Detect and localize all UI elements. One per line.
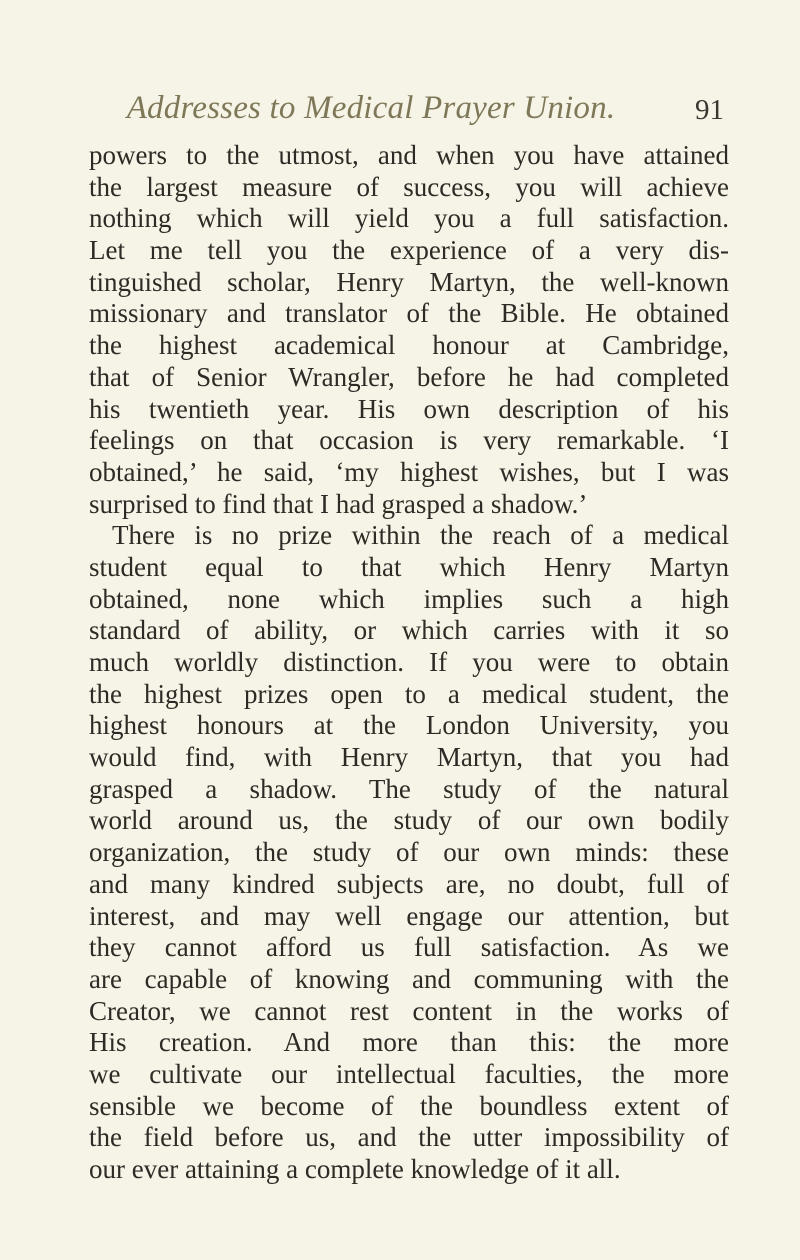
text-line: tinguished scholar, Henry Martyn, the well-known [89,266,729,297]
text-line: much worldly distinction. If you were to obtain [89,647,729,677]
text-line: the largest measure of success, you will achieve [89,171,729,202]
text-line: feelings on that occasion is very remarkable. ‘I [89,425,729,456]
text-line: surprised to find that I had grasped a shadow.’ [89,488,588,519]
text-line: His creation. And more than this: the more [89,1027,729,1058]
text-line: obtained, none which implies such a high [89,583,729,614]
text-line: interest, and may well engage our attention, but [89,900,729,931]
text-line: would find, with Henry Martyn, that you had [89,742,729,773]
running-head [88,88,724,128]
text-line: the field before us, and the utter impossibility of [89,1122,729,1153]
text-line: obtained,’ he said, ‘my highest wishes, but I was [89,456,729,487]
text-line: our ever attaining a complete knowledge of it all. [89,1154,621,1184]
text-line: missionary and translator of the Bible. He obtained [89,298,729,329]
text-line: and many kindred subjects are, no doubt, full of [89,868,729,899]
text-line: highest honours at the London University, you [89,710,729,741]
text-line: Let me tell you the experience of a very dis- [89,235,729,266]
text-line: we cultivate our intellectual faculties, the more [89,1058,729,1089]
text-line: organization, the study of our own minds: these [89,837,729,868]
paragraph-first-line: There is no prize within the reach of a medical [112,520,729,551]
text-line: they cannot afford us full satisfaction. As we [89,932,729,963]
text-line: grasped a shadow. The study of the natural [89,773,729,804]
text-line: nothing which will yield you a full satisfaction. [89,203,729,234]
text-line: sensible we become of the boundless extent of [89,1090,729,1121]
text-line: standard of ability, or which carries with it so [89,615,729,646]
text-line: that of Senior Wrangler, before he had completed [89,361,729,392]
text-line: Creator, we cannot rest content in the works of [89,995,729,1026]
text-line: the highest prizes open to a medical student, the [89,678,729,709]
text-line: are capable of knowing and communing with the [89,963,729,994]
text-line: his twentieth year. His own description of his [89,393,729,424]
text-line: the highest academical honour at Cambridge, [89,330,729,361]
running-title: Addresses to Medical Prayer Union. [126,90,616,126]
text-line: world around us, the study of our own bodily [89,805,729,836]
text-line: student equal to that which Henry Martyn [89,551,729,582]
page-number: 91 [695,94,724,126]
text-line: powers to the utmost, and when you have attained [89,140,729,170]
body-text [89,140,729,1186]
